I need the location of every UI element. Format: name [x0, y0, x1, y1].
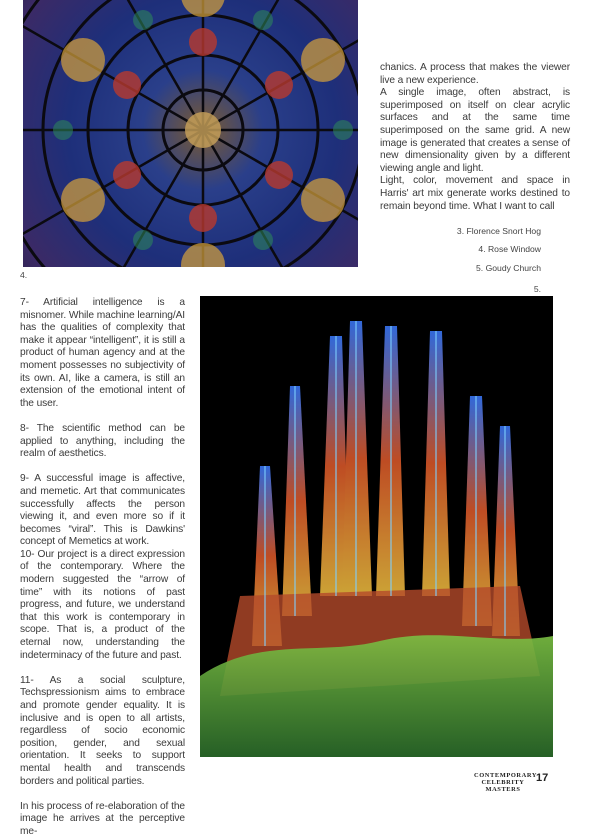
magazine-name: [474, 772, 538, 793]
magazine-name-line-1: CONTEMPORARY: [474, 772, 538, 779]
paragraph-12: In his process of re-elaboration of the image he arrives at the perceptive me-: [20, 800, 185, 837]
left-column-text: [20, 297, 185, 839]
right-paragraph-1: chanics. A process that makes the viewer live a new experience.: [380, 62, 570, 86]
figure-label-4: 4.: [20, 270, 28, 280]
cathedral-image: [200, 296, 553, 757]
paragraph-10: 10- Our project is a direct expression of the contemporary. Where the modern suggested the “arrow of time” with its notions of past progress, and future, we understand that this work is contemporary in scope. That is, a product of the eternal now, understanding the indeterminacy of the future and past.: [20, 548, 185, 661]
magazine-name-line-2: CELEBRITY MASTERS: [481, 779, 525, 793]
paragraph-8: 8- The scientific method can be applied to anything, including the realm of aesthetics.: [20, 422, 185, 460]
paragraph-9: 9- A successful image is affective, and memetic. Art that communicates successfully affects the person viewing it, and even more so if it becomes “viral”. This is Dawkins' concept of Memetics at work.: [20, 473, 185, 548]
right-column-text: [380, 62, 570, 213]
caption-label-5: 5.: [533, 284, 541, 294]
right-paragraph-2: A single image, often abstract, is superimposed on itself on clear acrylic surfaces and at the same time superimposed on the same grid. A new image is generated that creates a sense of new dimensionality given by a different viewing angle and light.: [380, 87, 570, 174]
paragraph-7: 7- Artificial intelligence is a misnomer. While machine learning/AI has the qualities of complexity that make it appear “intelligent”, it is still a product of human agency and at the moment possesses no subjectivity of its own. AI, like a camera, is still an extension of the emotional intent of the user.: [20, 297, 185, 409]
rose-window-image: [23, 0, 358, 267]
paragraph-11: 11- As a social sculpture, Techspressionism aims to embrace and promote gender equality. It is inclusive and is open to all artists, regardless of socio economic position, gender, and sexual orientation. It seeks to support mental health and transcends borders and political parties.: [20, 674, 185, 787]
caption-3: 3. Florence Snort Hog: [456, 226, 541, 236]
page-number: 17: [536, 772, 549, 784]
caption-5: 5. Goudy Church: [476, 263, 541, 273]
cathedral-graphic: [200, 296, 553, 757]
right-paragraph-3: Light, color, movement and space in Harris' art mix generate works destined to remain beyond time. What I want to call: [380, 175, 570, 212]
caption-4: 4. Rose Window: [478, 244, 541, 254]
rose-window-graphic: [23, 0, 358, 267]
